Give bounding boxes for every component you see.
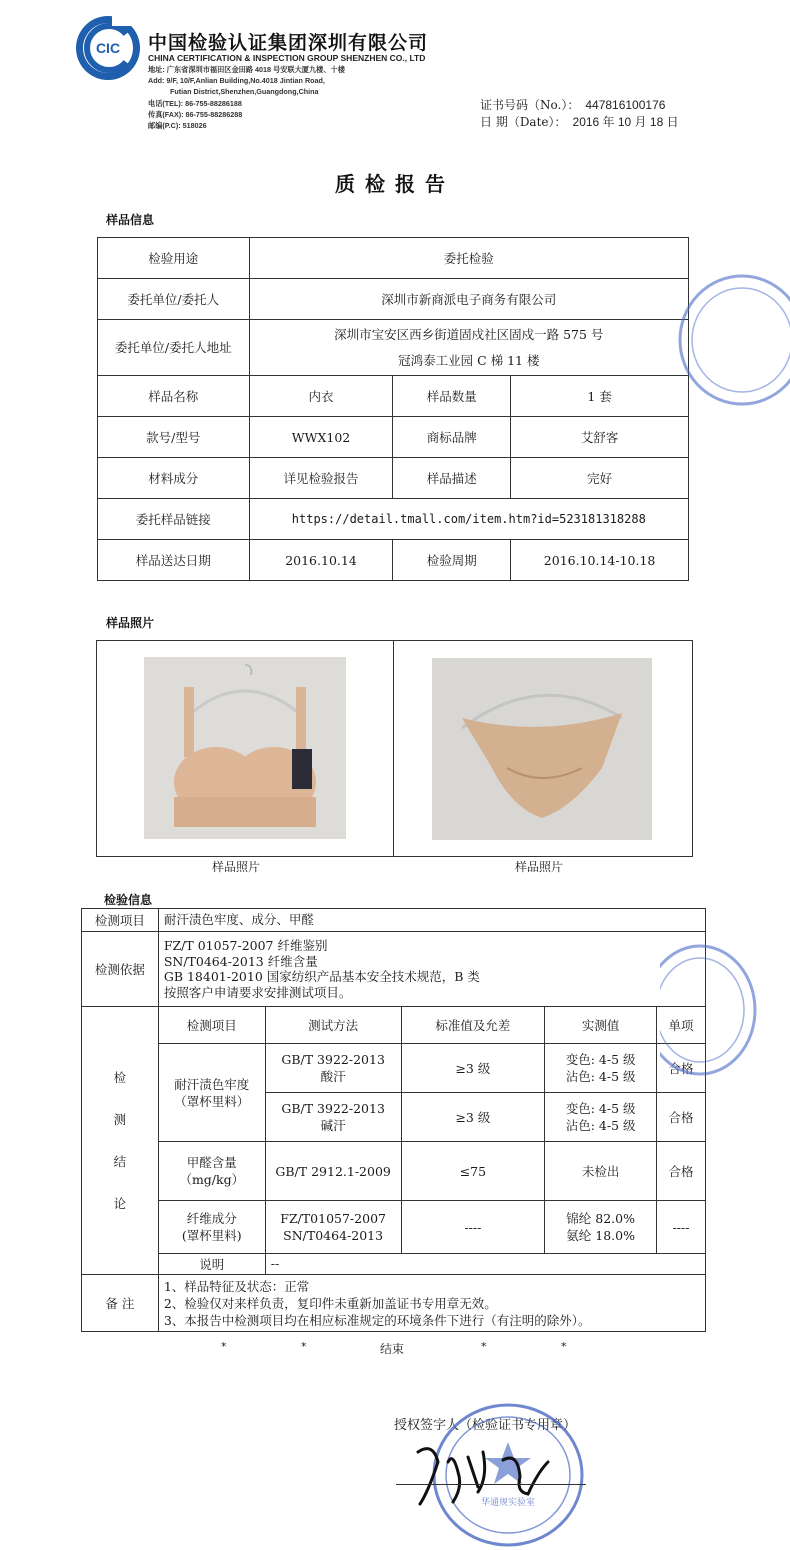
col-header-standard: 标准值及允差 bbox=[401, 1007, 545, 1044]
stamp-center-text: 华通规实验室 bbox=[480, 1498, 536, 1508]
company-name-en: CHINA CERTIFICATION & INSPECTION GROUP SHENZHEN CO., LTD bbox=[148, 53, 426, 63]
sample-qty-value: 1 套 bbox=[511, 376, 689, 417]
result-label bbox=[82, 1007, 159, 1275]
formaldehyde-item-line-1: 甲醛含量 bbox=[186, 1155, 237, 1170]
report-date-value: 2016 年 10 月 18 日 bbox=[572, 115, 679, 129]
delivery-date-value: 2016.10.14 bbox=[249, 540, 393, 581]
acid-measured bbox=[545, 1044, 657, 1093]
photo-divider bbox=[393, 641, 394, 856]
client-address-line-1: 深圳市宝安区西乡街道固戍社区固戍一路 575 号 bbox=[334, 326, 604, 342]
fiber-judge: ---- bbox=[657, 1201, 706, 1254]
acid-measured-line-1: 变色: 4-5 级 bbox=[565, 1052, 636, 1067]
brand-value: 艾舒客 bbox=[511, 417, 689, 458]
alkali-measured bbox=[545, 1093, 657, 1142]
cert-number-label: 证书号码（No.）： bbox=[480, 98, 580, 112]
fiber-method bbox=[265, 1201, 401, 1254]
sample-link-value: https://detail.tmall.com/item.htm?id=523181318288 bbox=[249, 499, 688, 540]
fiber-measured-line-1: 锦纶 82.0% bbox=[566, 1211, 635, 1226]
report-date-label: 日 期（Date）： bbox=[480, 115, 567, 129]
material-value: 详见检验报告 bbox=[249, 458, 393, 499]
acid-method-line-1: GB/T 3922-2013 bbox=[281, 1052, 385, 1067]
table-row bbox=[98, 238, 689, 279]
inspection-heading: 检验信息 bbox=[104, 893, 153, 907]
edge-stamp-top bbox=[672, 270, 790, 410]
formaldehyde-judge: 合格 bbox=[657, 1142, 706, 1201]
fiber-item-line-1: 纤维成分 bbox=[186, 1211, 237, 1226]
fiber-item bbox=[158, 1201, 265, 1254]
table-row bbox=[98, 417, 689, 458]
table-row bbox=[98, 279, 689, 320]
table-row bbox=[98, 320, 689, 376]
alkali-measured-line-2: 沾色: 4-5 级 bbox=[565, 1118, 636, 1133]
handwritten-signature bbox=[408, 1432, 558, 1512]
table-row bbox=[82, 1142, 706, 1201]
brand-label: 商标品牌 bbox=[393, 417, 511, 458]
report-title: 质检报告 bbox=[335, 172, 455, 196]
asterisk: * bbox=[481, 1340, 487, 1353]
items-value: 耐汗渍色牢度、成分、甲醛 bbox=[158, 909, 705, 932]
acid-standard: ≥3 级 bbox=[401, 1044, 545, 1093]
fax: 传真(FAX): 86-755-88286288 bbox=[148, 110, 243, 119]
acid-judge: 合格 bbox=[657, 1044, 706, 1093]
basis-line: GB 18401-2010 国家纺织产品基本安全技术规范，B 类 bbox=[163, 969, 480, 984]
fiber-standard: ---- bbox=[401, 1201, 545, 1254]
acid-method bbox=[265, 1044, 401, 1093]
sweat-item bbox=[158, 1044, 265, 1142]
table-row bbox=[82, 1275, 706, 1332]
photo-caption-2: 样品照片 bbox=[515, 860, 564, 874]
cert-number bbox=[480, 96, 665, 113]
client-address-label: 委托单位/委托人地址 bbox=[98, 320, 250, 376]
sample-photos-frame bbox=[96, 640, 693, 857]
result-char: 检 bbox=[113, 1069, 127, 1085]
report-date bbox=[480, 113, 679, 130]
alkali-method-line-2: 碱汗 bbox=[320, 1118, 346, 1133]
company-name-cn: 中国检验认证集团深圳有限公司 bbox=[148, 32, 429, 54]
delivery-date-label: 样品送达日期 bbox=[98, 540, 250, 581]
col-header-method: 测试方法 bbox=[265, 1007, 401, 1044]
sample-link-label: 委托样品链接 bbox=[98, 499, 250, 540]
sample-name-label: 样品名称 bbox=[98, 376, 250, 417]
panty-photo bbox=[432, 658, 652, 840]
alkali-method bbox=[265, 1093, 401, 1142]
note-label: 说明 bbox=[158, 1254, 265, 1275]
fiber-measured-line-2: 氨纶 18.0% bbox=[566, 1228, 635, 1243]
address-cn: 地址: 广东省深圳市福田区金田路 4018 号安联大厦九楼、十楼 bbox=[148, 65, 345, 74]
formaldehyde-standard: ≤75 bbox=[401, 1142, 545, 1201]
sample-name-value: 内衣 bbox=[249, 376, 393, 417]
fiber-item-line-2: (罩杯里料) bbox=[181, 1228, 242, 1243]
photos-heading: 样品照片 bbox=[106, 616, 155, 630]
description-label: 样品描述 bbox=[393, 458, 511, 499]
alkali-measured-line-1: 变色: 4-5 级 bbox=[565, 1101, 636, 1116]
result-char: 测 bbox=[113, 1111, 127, 1127]
inspection-period-value: 2016.10.14-10.18 bbox=[511, 540, 689, 581]
basis-label: 检测依据 bbox=[82, 932, 159, 1007]
fiber-method-line-2: SN/T0464-2013 bbox=[283, 1228, 384, 1243]
basis-value bbox=[158, 932, 705, 1007]
table-row bbox=[98, 458, 689, 499]
end-text: 结束 bbox=[380, 1342, 405, 1356]
inspection-table bbox=[81, 908, 706, 1332]
remark-line: 1、样品特征及状态：正常 bbox=[163, 1278, 310, 1294]
acid-method-line-2: 酸汗 bbox=[320, 1069, 346, 1084]
formaldehyde-item bbox=[158, 1142, 265, 1201]
remark-line: 3、本报告中检测项目均在相应标准规定的环境条件下进行（有注明的除外）。 bbox=[163, 1312, 591, 1328]
address-en-1: Add: 9/F, 10/F,Anlian Building,No.4018 Jintian Road, bbox=[148, 76, 325, 85]
items-label: 检测项目 bbox=[82, 909, 159, 932]
formaldehyde-item-line-2: （mg/kg） bbox=[179, 1172, 245, 1187]
sweat-item-line-2: （罩杯里料） bbox=[174, 1093, 250, 1109]
logo-text: CIC bbox=[95, 40, 121, 56]
client-address-value bbox=[249, 320, 688, 376]
postcode: 邮编(P.C): 518026 bbox=[148, 121, 207, 130]
remark-line: 2、检验仅对来样负责，复印件未重新加盖证书专用章无效。 bbox=[163, 1295, 497, 1311]
inspection-period-label: 检验周期 bbox=[393, 540, 511, 581]
sample-info-heading: 样品信息 bbox=[106, 213, 155, 227]
model-label: 款号/型号 bbox=[98, 417, 250, 458]
basis-line: 按照客户申请要求安排测试项目。 bbox=[163, 984, 352, 1000]
formaldehyde-measured: 未检出 bbox=[545, 1142, 657, 1201]
material-label: 材料成分 bbox=[98, 458, 250, 499]
sample-info-table bbox=[97, 237, 689, 581]
formaldehyde-method: GB/T 2912.1-2009 bbox=[265, 1142, 401, 1201]
table-row bbox=[98, 499, 689, 540]
asterisk: * bbox=[221, 1340, 227, 1353]
alkali-method-line-1: GB/T 3922-2013 bbox=[281, 1101, 385, 1116]
table-row bbox=[82, 1254, 706, 1275]
photo-caption-1: 样品照片 bbox=[212, 860, 261, 874]
note-value: -- bbox=[265, 1254, 705, 1275]
tel: 电话(TEL): 86-755-88286188 bbox=[148, 99, 242, 108]
table-row bbox=[98, 540, 689, 581]
asterisk: * bbox=[301, 1340, 307, 1353]
alkali-judge: 合格 bbox=[657, 1093, 706, 1142]
asterisk: * bbox=[561, 1340, 567, 1353]
address-en-2: Futian District,Shenzhen,Guangdong,China bbox=[170, 87, 319, 96]
table-row bbox=[98, 376, 689, 417]
client-label: 委托单位/委托人 bbox=[98, 279, 250, 320]
remark-label: 备 注 bbox=[82, 1275, 159, 1332]
purpose-value: 委托检验 bbox=[249, 238, 688, 279]
col-header-judge: 单项 bbox=[657, 1007, 706, 1044]
table-row bbox=[82, 1007, 706, 1044]
basis-line: SN/T0464-2013 纤维含量 bbox=[163, 953, 318, 969]
sample-qty-label: 样品数量 bbox=[393, 376, 511, 417]
cic-logo bbox=[74, 14, 142, 82]
acid-measured-line-2: 沾色: 4-5 级 bbox=[565, 1069, 636, 1084]
table-row bbox=[82, 932, 706, 1007]
bra-photo bbox=[144, 657, 346, 839]
cert-number-value: 447816100176 bbox=[585, 98, 666, 112]
sweat-item-line-1: 耐汗渍色牢度 bbox=[174, 1076, 250, 1092]
edge-stamp-middle bbox=[660, 940, 760, 1080]
col-header-item: 检测项目 bbox=[158, 1007, 265, 1044]
alkali-standard: ≥3 级 bbox=[401, 1093, 545, 1142]
description-value: 完好 bbox=[511, 458, 689, 499]
result-char: 论 bbox=[113, 1195, 127, 1211]
client-address-line-2: 冠鸿泰工业园 C 梯 11 楼 bbox=[398, 352, 540, 368]
result-char: 结 bbox=[113, 1153, 127, 1169]
table-row bbox=[82, 909, 706, 932]
table-row bbox=[82, 1044, 706, 1093]
signatory-label: 授权签字人（检验证书专用章） bbox=[394, 1418, 577, 1433]
client-value: 深圳市新商派电子商务有限公司 bbox=[249, 279, 688, 320]
fiber-measured bbox=[545, 1201, 657, 1254]
basis-line: FZ/T 01057-2007 纤维鉴别 bbox=[163, 938, 328, 953]
signature-line bbox=[396, 1484, 586, 1485]
fiber-method-line-1: FZ/T01057-2007 bbox=[280, 1211, 386, 1226]
purpose-label: 检验用途 bbox=[98, 238, 250, 279]
table-row bbox=[82, 1201, 706, 1254]
col-header-measured: 实测值 bbox=[545, 1007, 657, 1044]
remark-value bbox=[158, 1275, 705, 1332]
model-value: WWX102 bbox=[249, 417, 393, 458]
